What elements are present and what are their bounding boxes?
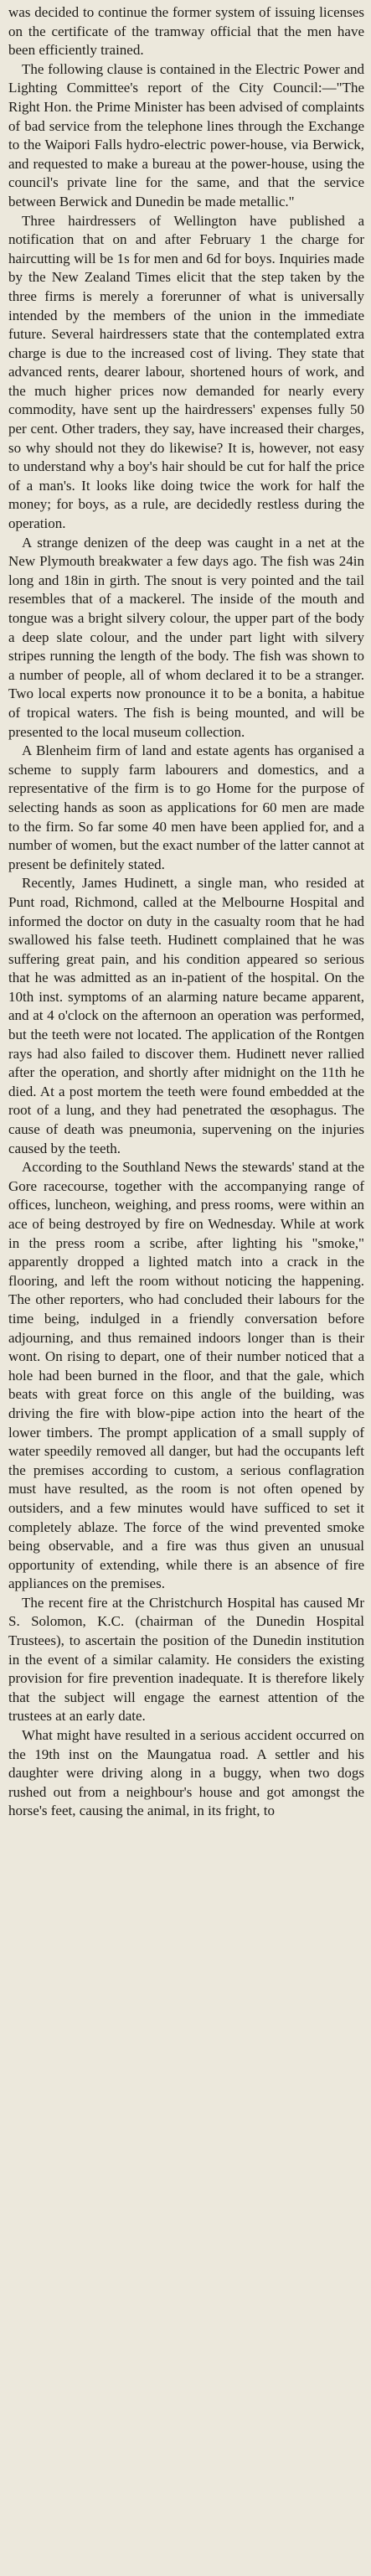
article-paragraph-false-teeth: Recently, James Hudinett, a single man, who resided at Punt road, Richmond, called at the Melbourne Hospital and informed the doctor on duty in the casualty room that he had swallowed his false teeth. Hudinett complained that he was suffering great pain, and his condition appeared so serious that he was admitted as an in-patient of the hospital. On the 10th inst. symptoms of an alarming nature became apparent, and at 4 o'clock on the afternoon an operation was performed, but the teeth were not located. The application of the Rontgen rays had also failed to discover them. Hudinett never rallied after the operation, and shortly after midnight on the 11th he died. At a post mortem the teeth were found embedded at the root of a lung, and they had penetrated the œsophagus. The cause of death was pneumonia, supervening on the injuries caused by the teeth.: [8, 875, 364, 1156]
article-paragraph-gore-fire: According to the Southland News the stewards' stand at the Gore racecourse, together with the accompanying range of offices, luncheon, weighing, and press rooms, were within an ace of being destroyed by fire on Wednesday. While at work in the press room a scribe, after lighting his "smoke," apparently dropped a lighted match into a crack in the flooring, and left the room without noticing the happening. The other reporters, who had concluded their labours for the time being, indulged in a friendly conversation before adjourning, and thus remained indoors longer than is their wont. On rising to depart, one of their number noticed that a hole had been burned in the floor, and that the gale, which beats with great force on this angle of the building, was driving the fire with blow-pipe action into the heart of the lower timbers. The prompt application of a small supply of water speedily removed all danger, but had the occupants left the premises according to custom, a serious conflagration must have resulted, as the room is not often opened by outsiders, and a few minutes would have sufficed to set it completely ablaze. The force of the wind prevented smoke being observable, and a fire was thus given an unusual opportunity of extending, while there is an absence of fire appliances on the premises.: [8, 1159, 364, 1592]
article-paragraph-hairdressers: Three hairdressers of Wellington have published a notification that on and after February 1 the charge for haircutting will be 1s for men and 6d for boys. Inquiries made by the New Zealand Times elicit that the step taken by the three firms is merely a forerunner of what is universally intended by the members of the union in the immediate future. Several hairdressers state that the contemplated extra charge is due to the increased cost of living. They state that advanced rents, dearer labour, shortened hours of work, and the much higher prices now demanded for nearly every commodity, have sent up the hairdressers' expenses fully 50 per cent. Other traders, they say, have increased their charges, so why should not they do likewise? It is, however, not easy to understand why a boy's hair should be cut for half the price of a man's. It looks like doing twice the work for half the money; for boys, as a rule, are decidedly restless during the operation.: [8, 212, 364, 532]
article-paragraph-hospital-fire: The recent fire at the Christchurch Hospital has caused Mr S. Solomon, K.C. (chairman of the Dunedin Hospital Trustees), to ascertain the position of the Dunedin institution in the event of a similar calamity. He considers the existing provision for fire prevention inadequate. It is therefore likely that the subject will engage the earnest attention of the trustees at an early date.: [8, 1594, 364, 1725]
article-paragraph-tramway-licenses: was decided to continue the former system of issuing licenses on the certificate of the tramway official that the men have been efficiently trained.: [8, 4, 364, 59]
article-paragraph-strange-fish: A strange denizen of the deep was caught in a net at the New Plymouth breakwater a few days ago. The fish was 24in long and 18in in girth. The snout is very pointed and the tail resembles that of a mackerel. The inside of the mouth and tongue was a bright silvery colour, the upper part of the body a deep slate colour, and the under part light with silvery stripes running the length of the body. The fish was shown to a number of people, all of whom declared it to be a stranger. Two local experts now pronounce it to be a bonita, a habitue of tropical waters. The fish is being mounted, and will be presented to the local museum collection.: [8, 534, 364, 740]
article-paragraph-blenheim-labour: A Blenheim firm of land and estate agents has organised a scheme to supply farm labourers and domestics, and a representative of the firm is to go Home for the purpose of selecting hands as soon as applications for 60 men are made to the firm. So far some 40 men have been applied for, and a number of women, but the exact number of the latter cannot at present be definitely stated.: [8, 742, 364, 872]
article-paragraph-telephone-service: The following clause is contained in the Electric Power and Lighting Committee's report of the City Council:—"The Right Hon. the Prime Minister has been advised of complaints of bad service from the telephone lines through the Exchange to the Waipori Falls hydro-electric power-house, via Berwick, and requested to make a bureau at the power-house, using the council's private line for the same, and that the service between Berwick and Dunedin be made metallic.": [8, 60, 364, 209]
article-paragraph-maungatua-accident: What might have resulted in a serious accident occurred on the 19th inst on the Maungatua road. A settler and his daughter were driving along in a buggy, when two dogs rushed out from a neighbour's house and got amongst the horse's feet, causing the animal, in its fright, to: [8, 1727, 364, 1819]
